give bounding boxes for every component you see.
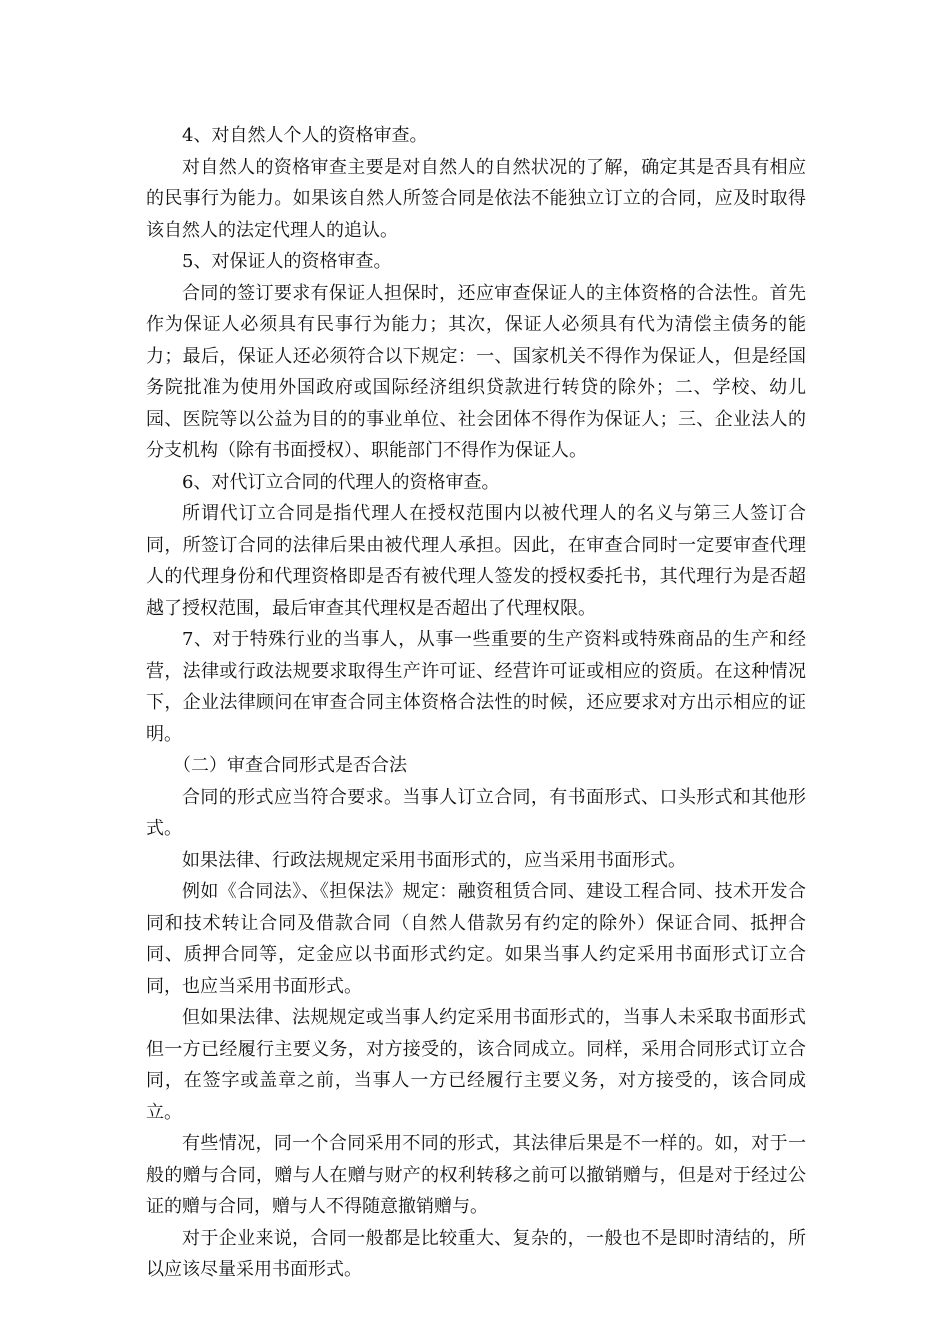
section-heading-contract-form: （二）审查合同形式是否合法	[173, 755, 407, 776]
document-body	[146, 120, 806, 1286]
paragraph: 但如果法律、法规规定或当事人约定采用书面形式的，当事人未采取书面形式但一方已经履行主要义务，对方接受的，该合同成立。同样，采用合同形式订立合同，在签字或盖章之前，当事人一方已经履行主要义务，对方接受的，该合同成立。	[146, 1007, 806, 1123]
paragraph: 合同的签订要求有保证人担保时，还应审查保证人的主体资格的合法性。首先作为保证人必须具有民事行为能力；其次，保证人必须具有代为清偿主债务的能力；最后，保证人还必须符合以下规定：一、国家机关不得作为保证人，但是经国务院批准为使用外国政府或国际经济组织贷款进行转贷的除外；二、学校、幼儿园、医院等以公益为目的的事业单位、社会团体不得作为保证人；三、企业法人的分支机构（除有书面授权）、职能部门不得作为保证人。	[146, 282, 806, 461]
paragraph: 对于企业来说，合同一般都是比较重大、复杂的，一般也不是即时清结的，所以应该尽量采用书面形式。	[146, 1227, 806, 1280]
paragraph: 所谓代订立合同是指代理人在授权范围内以被代理人的名义与第三人签订合同，所签订合同的法律后果由被代理人承担。因此，在审查合同时一定要审查代理人的代理身份和代理资格即是否有被代理人签发的授权委托书，其代理行为是否超越了授权范围，最后审查其代理权是否超出了代理权限。	[146, 503, 806, 619]
paragraph: 如果法律、行政法规规定采用书面形式的，应当采用书面形式。	[182, 849, 686, 871]
paragraph: 合同的形式应当符合要求。当事人订立合同，有书面形式、口头形式和其他形式。	[146, 786, 806, 839]
heading-natural-person-review: 4、对自然人个人的资格审查。	[182, 125, 428, 146]
paragraph: 有些情况，同一个合同采用不同的形式，其法律后果是不一样的。如，对于一般的赠与合同，赠与人在赠与财产的权利转移之前可以撤销赠与，但是对于经过公证的赠与合同，赠与人不得随意撤销赠与。	[146, 1133, 806, 1217]
paragraph: 对自然人的资格审查主要是对自然人的自然状况的了解，确定其是否具有相应的民事行为能力。如果该自然人所签合同是依法不能独立订立的合同，应及时取得该自然人的法定代理人的追认。	[146, 156, 806, 241]
paragraph: 例如《合同法》、《担保法》规定：融资租赁合同、建设工程合同、技术开发合同和技术转让合同及借款合同（自然人借款另有约定的除外）保证合同、抵押合同、质押合同等，定金应以书面形式约定。如果当事人约定采用书面形式订立合同，也应当采用书面形式。	[146, 881, 806, 997]
heading-agent-review: 6、对代订立合同的代理人的资格审查。	[182, 471, 500, 493]
heading-guarantor-review: 5、对保证人的资格审查。	[182, 251, 392, 272]
paragraph: 7、对于特殊行业的当事人，从事一些重要的生产资料或特殊商品的生产和经营，法律或行政法规要求取得生产许可证、经营许可证或相应的资质。在这种情况下，企业法律顾问在审查合同主体资格合法性的时候，还应要求对方出示相应的证明。	[146, 629, 806, 745]
